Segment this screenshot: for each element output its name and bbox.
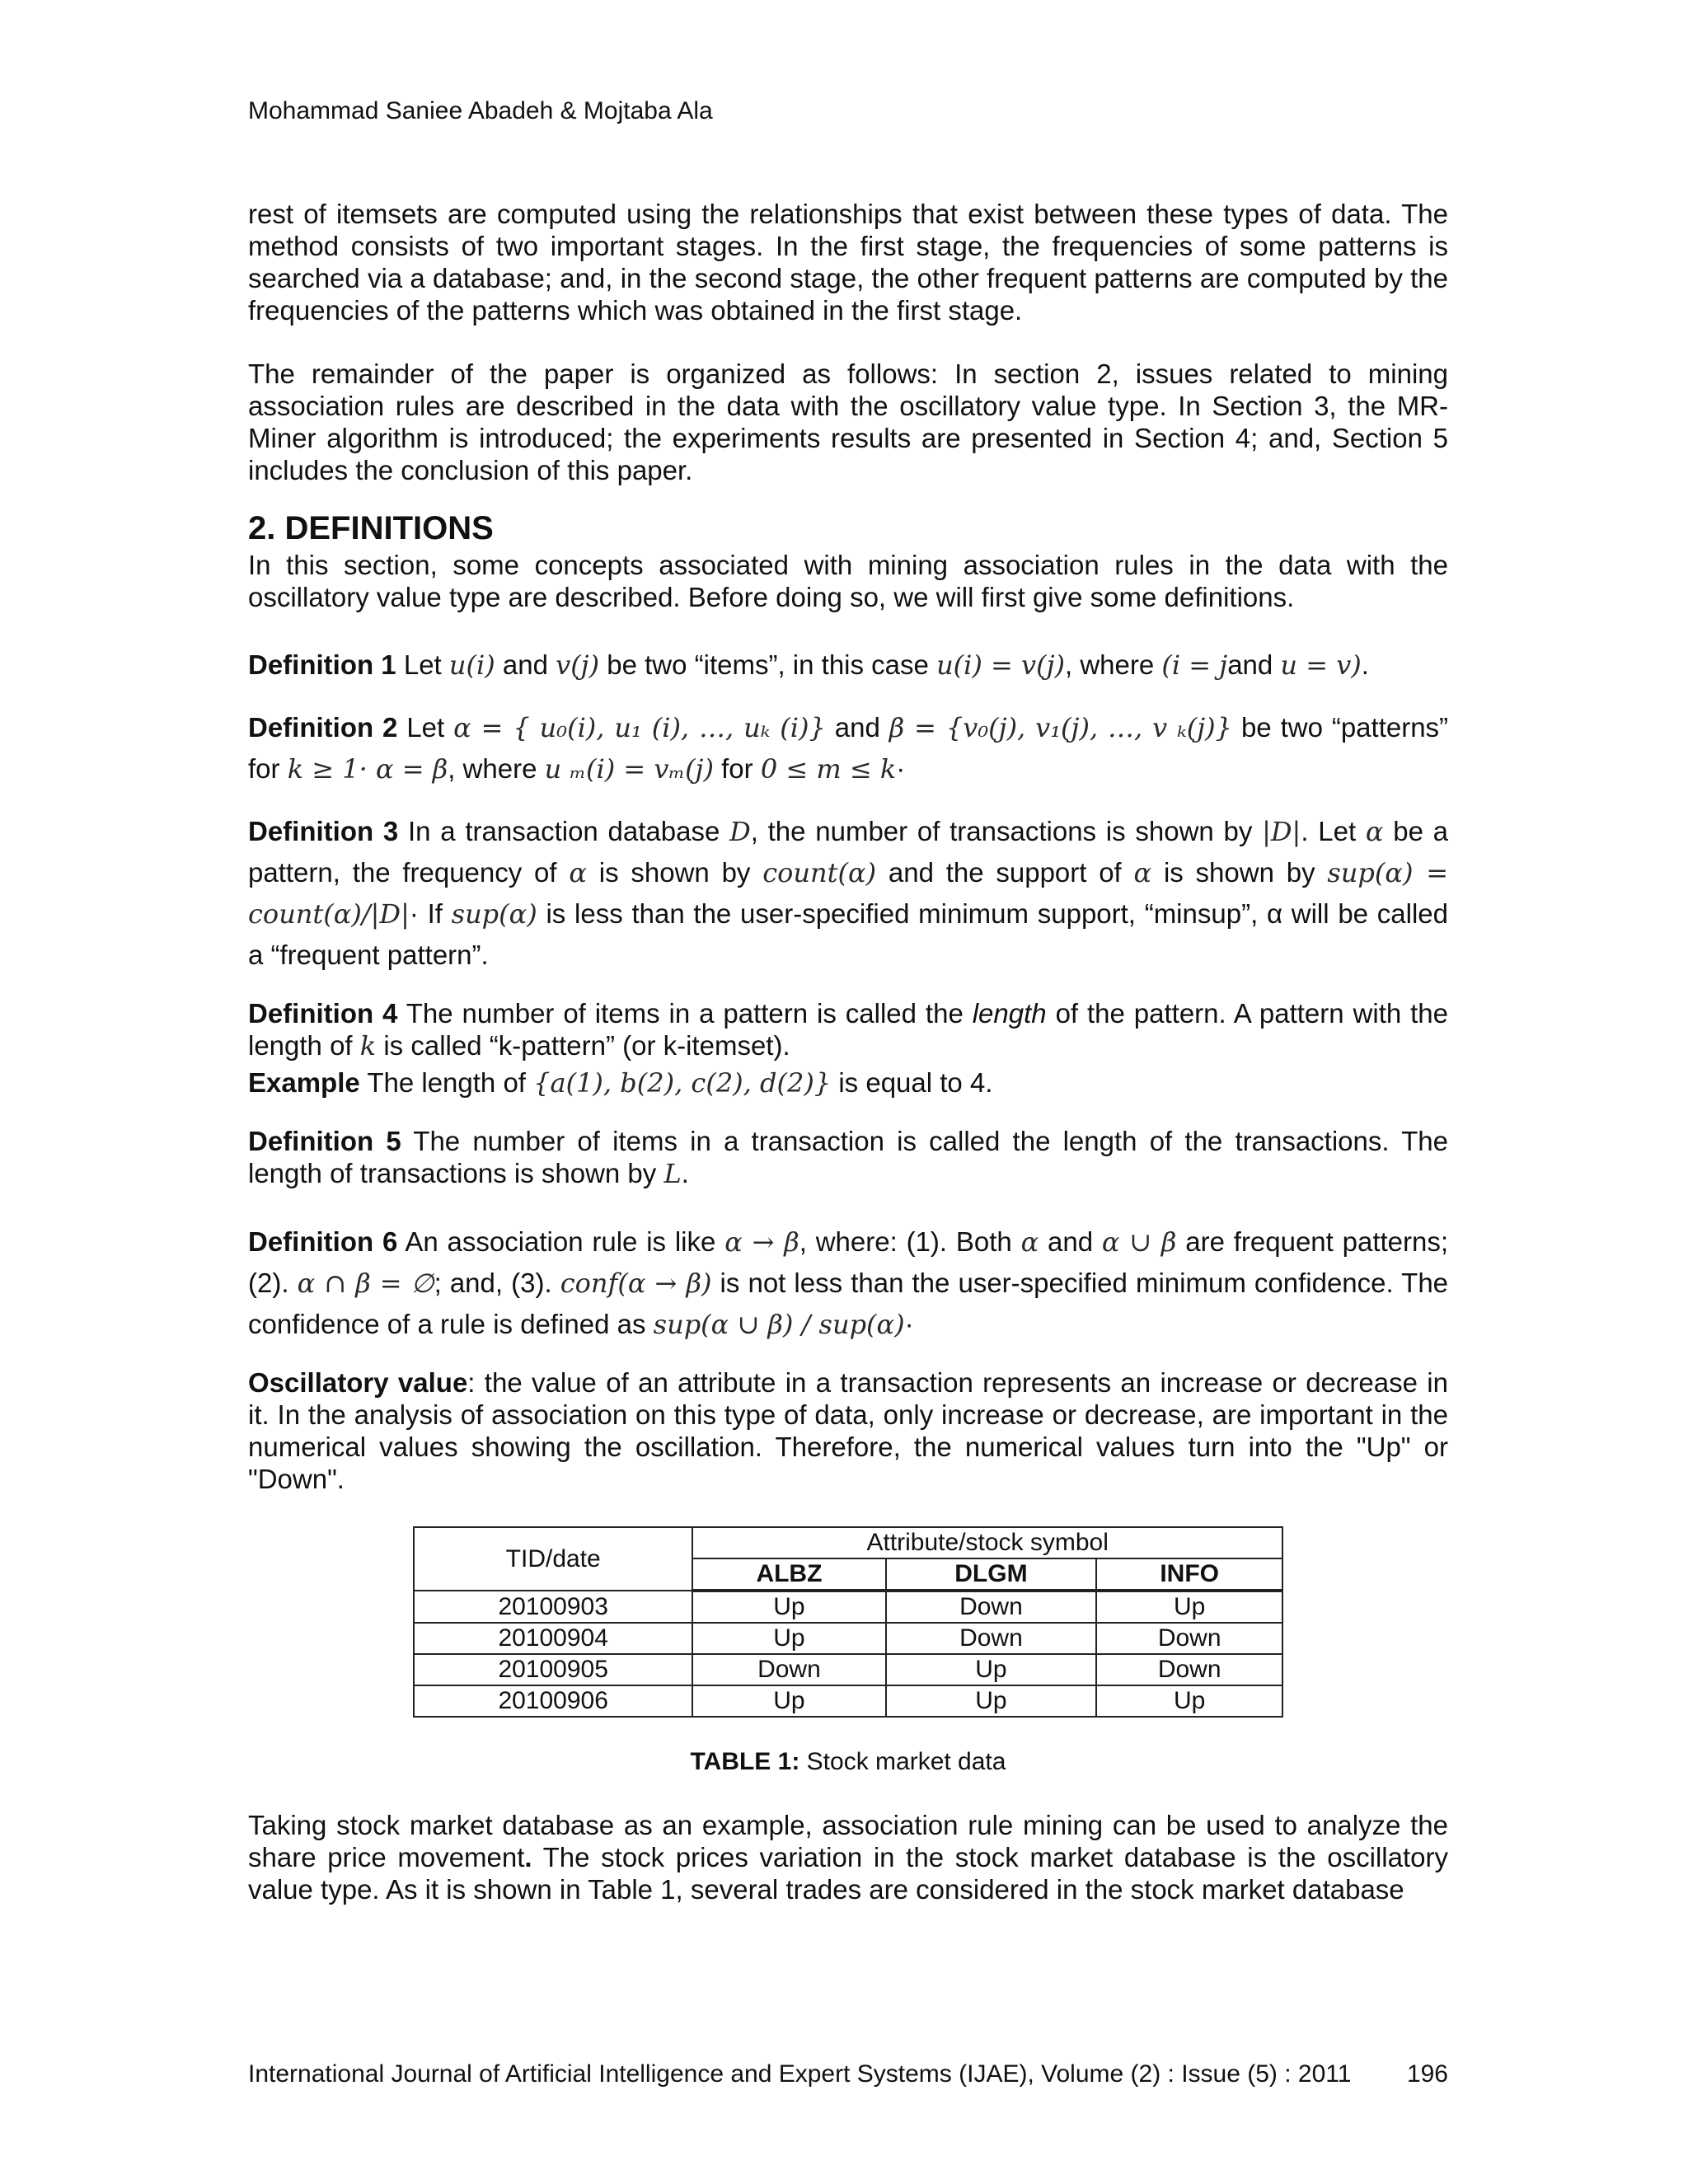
table-cell: Up [886,1685,1097,1717]
definition-1-text: Let [403,649,442,680]
table-header-col: ALBZ [692,1558,885,1591]
definition-2-text: be two “patterns” for [248,712,1449,784]
table-row [414,1654,1282,1685]
definition-6-math: α [1020,1226,1039,1258]
closing-text: The stock prices variation in the stock market database is the oscillatory value type. As it is shown in Table 1, several trades are considered in the stock market database [248,1842,1448,1905]
table-header-group: Attribute/stock symbol [692,1527,1282,1558]
definition-6-math: α ∪ β [1101,1226,1177,1258]
definition-3-math: sup(α) [451,898,537,930]
definition-3-text: , the number of transactions is shown by [750,816,1253,846]
definition-4-emphasis: length [972,998,1047,1029]
definition-5-text: The number of items in a transaction is called the length of the transactions. The length of transactions is shown by [248,1126,1448,1188]
section-intro: In this section, some concepts associated with mining association rules in the data with the oscillatory value type are described. Before doing so, we will first give some definitions. [248,550,1448,612]
definition-2-text: · [896,753,906,784]
table-cell: Down [886,1623,1097,1654]
closing-text: Taking stock market database as an example, association rule mining can be used to analyze the share price movement [248,1810,1448,1872]
intro-paragraph-2: The remainder of the paper is organized as follows: In section 2, issues related to mining association rules are described in the data with the oscillatory value type. In Section 3, the MR-Miner algorithm is introduced; the experiments results are presented in Section 4; and, Section 5 includes the conclusion of this paper. [248,359,1448,485]
definition-2 [248,707,1448,790]
table-row [414,1685,1282,1717]
definition-2-math: α = { u₀(i), u₁ (i), …, uₖ (i)} [453,712,826,743]
definition-6-text: is not less than the user-specified minimum confidence. The confidence of a rule is defined as [248,1268,1449,1339]
definition-6-math: α ∩ β = ∅ [297,1268,434,1299]
closing-paragraph [248,1809,1448,1905]
table-cell: Down [886,1591,1097,1623]
definition-2-label: Definition 2 [248,712,398,743]
definition-3-math: α [569,857,587,888]
definition-3-math: count(α) [762,857,877,888]
definition-2-math: 0 ≤ m ≤ k [760,753,897,785]
definition-1-text: and [1227,649,1273,680]
table-cell: Down [1096,1623,1282,1654]
table-cell: Down [692,1654,885,1685]
table-caption-text: Stock market data [806,1748,1006,1775]
oscillatory-value-paragraph [248,1366,1448,1495]
definition-3-text: is shown by [598,857,751,888]
table-cell: Up [1096,1685,1282,1717]
table-cell: Down [1096,1654,1282,1685]
table-cell: Up [692,1685,885,1717]
definition-4 [248,997,1448,1062]
definition-3-text: and the support of [888,857,1122,888]
definition-3-math: α [1133,857,1152,888]
table-cell: Up [1096,1591,1282,1623]
definition-2-text: and [834,712,880,743]
definition-6 [248,1221,1448,1345]
definition-1-text: . [1361,649,1369,680]
definition-4-text: The number of items in a pattern is called the [406,998,964,1029]
table-cell: 20100903 [414,1591,692,1623]
journal-citation: International Journal of Artificial Intelligence and Expert Systems (IJAE), Volume (2) : Issue (5) : 2011 [248,2060,1352,2088]
definition-3-text: is shown by [1163,857,1315,888]
table-row [414,1591,1282,1623]
definition-5-text: . [681,1158,689,1188]
definition-4-text: of the pattern. A pattern with the length of [248,998,1449,1061]
definition-3-text: In a transaction database [408,816,720,846]
definition-1-math: v(j) [556,649,600,681]
definition-4-label: Definition 4 [248,998,398,1029]
definition-6-text: · [904,1309,914,1339]
definition-6-label: Definition 6 [248,1226,398,1257]
definition-5-math: L [663,1158,682,1189]
definition-1-label: Definition 1 [248,649,396,680]
definition-2-math: u ₘ(i) = vₘ(j) [544,753,714,785]
table-cell: 20100906 [414,1685,692,1717]
definition-1 [248,644,1448,686]
oscillatory-value-label: Oscillatory value [248,1367,468,1398]
definition-3-text: is less than the user-specified minimum support, “minsup”, α will be called a “frequent pattern”. [248,898,1448,970]
example-math: {a(1), b(2), c(2), d(2)} [533,1067,832,1099]
table-cell: Up [692,1591,885,1623]
definition-3-math: α [1365,816,1384,847]
definition-5-label: Definition 5 [248,1126,401,1156]
definition-3 [248,811,1448,976]
page-footer [248,2060,1448,2088]
definition-3-text: be a pattern, the frequency of [248,816,1449,888]
page-number: 196 [1406,2060,1448,2088]
table-cell: Up [886,1654,1097,1685]
definition-6-text: and [1048,1226,1094,1257]
definition-1-math: u = v) [1280,649,1362,681]
definition-3-text: . Let [1301,816,1357,846]
table-caption-label: TABLE 1: [690,1748,800,1775]
definition-4-text: is called “k-pattern” (or k-itemset). [383,1030,790,1061]
definition-2-text: for [721,753,753,784]
definition-3-text: · If [409,898,443,929]
closing-bold-period: . [524,1842,532,1872]
definition-6-text: , where: (1). Both [799,1226,1012,1257]
definition-1-text: , where [1065,649,1155,680]
example-label: Example [248,1067,360,1098]
definition-6-text: ; and, (3). [434,1268,552,1298]
definition-1-math: (i = j [1161,649,1228,681]
example [248,1062,1448,1104]
example-text: is equal to 4. [838,1067,993,1098]
definition-3-math: sup(α) = count(α)/|D| [248,857,1449,930]
definition-4-math: k [359,1030,377,1062]
definition-1-math: u(i) [448,649,495,681]
oscillatory-value-text: : the value of an attribute in a transaction represents an increase or decrease in it. In the analysis of association on this type of data, only increase or decrease, are important in the numerical values showing the oscillation. Therefore, the numerical values turn into the "Up" or "Down". [248,1367,1448,1494]
definition-2-math: k ≥ 1· α = β [287,753,448,785]
table-cell: Up [692,1623,885,1654]
definition-2-text: , where [448,753,537,784]
body-text [248,198,1448,1905]
definition-3-label: Definition 3 [248,816,399,846]
definition-6-text: are frequent patterns; (2). [248,1226,1449,1298]
definition-1-math: u(i) = v(j) [936,649,1065,681]
definition-3-math: D [729,816,751,847]
table-cell: 20100905 [414,1654,692,1685]
table-caption [248,1746,1448,1778]
definition-6-text: An association rule is like [405,1226,716,1257]
definition-1-text: be two “items”, in this case [607,649,929,680]
definition-6-math: conf(α → β) [560,1268,712,1299]
table-header-col: INFO [1096,1558,1282,1591]
example-text: The length of [367,1067,526,1098]
table-cell: 20100904 [414,1623,692,1654]
table-row [414,1623,1282,1654]
stock-market-table [413,1526,1283,1718]
table-header-col: DLGM [886,1558,1097,1591]
running-header: Mohammad Saniee Abadeh & Mojtaba Ala [248,97,713,124]
definition-2-math: β = {v₀(j), v₁(j), …, v ₖ(j)} [889,712,1233,743]
section-heading: 2. DEFINITIONS [248,510,494,546]
definition-3-math: |D| [1262,816,1301,847]
intro-paragraph-1: rest of itemsets are computed using the relationships that exist between these types of data. The method consists of two important stages. In the first stage, the frequencies of some patterns is searched via a database; and, in the second stage, the other frequent patterns are computed by the frequencies of the patterns which was obtained in the first stage. [248,199,1448,326]
table-header-tid: TID/date [414,1527,692,1591]
definition-6-math: sup(α ∪ β) / sup(α) [653,1309,905,1340]
definition-6-math: α → β [724,1226,799,1258]
definition-5 [248,1125,1448,1190]
definition-2-text: Let [406,712,445,743]
definition-1-text: and [502,649,548,680]
